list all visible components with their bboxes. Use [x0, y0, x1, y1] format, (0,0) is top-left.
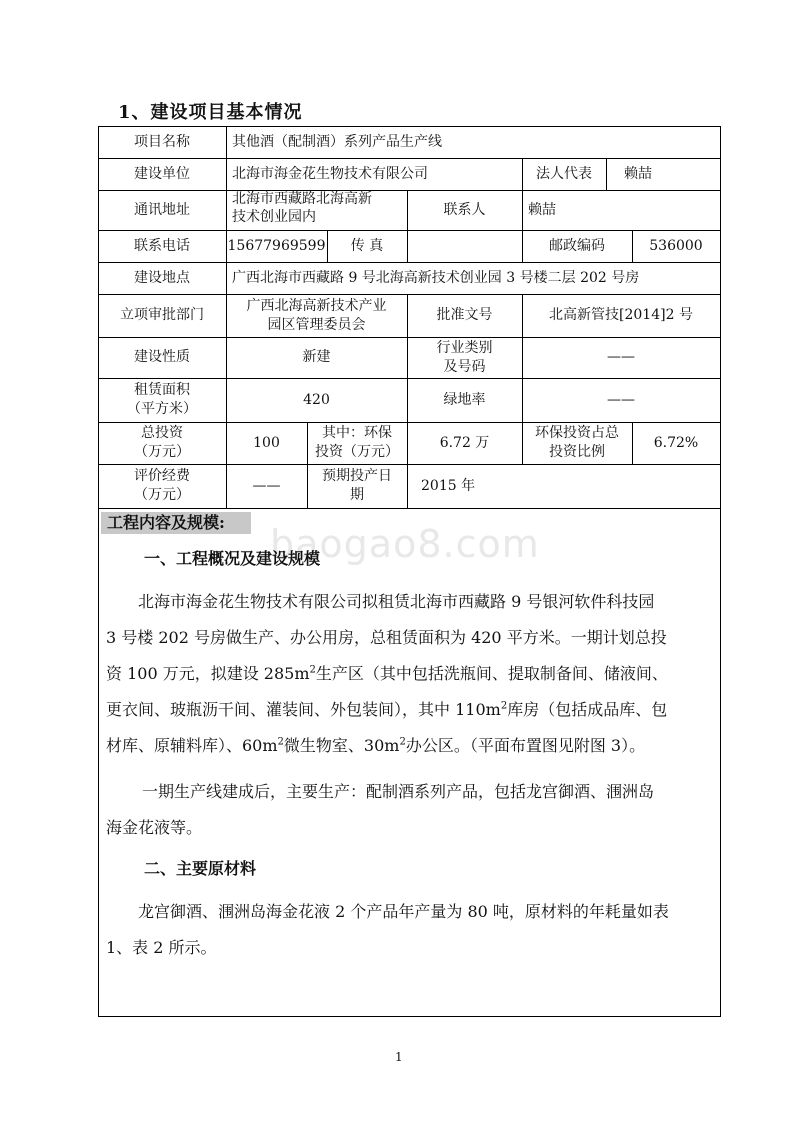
- nature-label: 建设性质: [134, 349, 190, 365]
- legal-rep: 赖喆: [624, 165, 652, 182]
- approval-dept-label: 立项审批部门: [120, 307, 204, 323]
- watermark: baogao8.com: [270, 522, 540, 566]
- phone: 15677969599: [227, 237, 326, 254]
- area-label-line-2: （平方米）: [127, 401, 197, 417]
- expected-date-label-line-2: 期: [350, 487, 364, 503]
- industry-label-line-2: 及号码: [443, 358, 486, 375]
- page-number: 1: [395, 1050, 403, 1064]
- contact-label: 联系人: [443, 201, 486, 218]
- postcode-label: 邮政编码: [549, 237, 605, 254]
- sec2-line-1: 龙宫御酒、涠洲岛海金花液 2 个产品年产量为 80 吨，原材料的年耗量如表: [138, 902, 669, 921]
- para2-line-1: 一期生产线建成后，主要生产：配制酒系列产品，包括龙宫御酒、涠洲岛: [142, 782, 655, 801]
- contact: 赖喆: [528, 201, 556, 218]
- content-label: 工程内容及规模:: [101, 512, 251, 534]
- invest-label: [98, 422, 226, 464]
- project-name-label: 项目名称: [134, 133, 190, 150]
- para1-line-3: 资 100 万元，拟建设 $285m^2$生产区（其中包括洗瓶间、提取制备间、储液间、: [106, 664, 668, 683]
- green: ——: [607, 391, 635, 408]
- address-line-1: 北海市西藏路北海高新: [232, 191, 372, 207]
- sec2-line-2: 1、表 2 所示。: [106, 938, 217, 957]
- area-label: [98, 378, 226, 422]
- env-ratio-label: [522, 422, 632, 464]
- invest-label-line-2: （万元）: [134, 444, 190, 460]
- expected-date-label-line-1: 预期投产日: [322, 468, 392, 484]
- env-ratio: 6.72%: [653, 434, 699, 451]
- env-invest: 6.72 万: [439, 434, 490, 451]
- section-1-title: 一、工程概况及建设规模: [144, 549, 321, 568]
- fax: [407, 230, 522, 262]
- unit: 北海市海金花生物技术有限公司: [232, 165, 428, 182]
- industry-label: [407, 337, 522, 378]
- para2-line-2: 海金花液等。: [106, 818, 203, 837]
- section-1-paragraph-1: [106, 584, 716, 764]
- site-label: 建设地点: [134, 269, 190, 286]
- invest-label-line-1: 总投资: [141, 425, 183, 441]
- approval-dept: [226, 294, 407, 337]
- green-label: 绿地率: [443, 391, 486, 408]
- address: [226, 190, 407, 230]
- para1-line-1: 北海市海金花生物技术有限公司拟租赁北海市西藏路 9 号银河软件科技园: [138, 592, 655, 611]
- address-label: 通讯地址: [134, 201, 190, 218]
- section-title: 1、建设项目基本情况: [118, 102, 303, 123]
- postcode: 536000: [649, 237, 703, 254]
- eval-cost-label-line-1: 评价经费: [134, 468, 190, 484]
- eval-cost-label: [98, 464, 226, 508]
- phone-label: 联系电话: [134, 237, 190, 254]
- expected-date-label: [307, 464, 407, 508]
- env-invest-label: [307, 422, 407, 464]
- eval-cost: ——: [252, 477, 281, 494]
- expected-date: 2015 年: [421, 477, 476, 494]
- area-label-line-1: 租赁面积: [134, 382, 190, 398]
- eval-cost-label-line-2: （万元）: [134, 487, 190, 503]
- industry: ——: [607, 349, 635, 365]
- para1-line-2: 3 号楼 202 号房做生产、办公用房，总租赁面积为 420 平方米。一期计划总投: [106, 628, 667, 647]
- industry-label-line-1: 行业类别: [436, 339, 493, 356]
- address-line-2: 技术创业园内: [232, 209, 316, 225]
- approval-no-label: 批准文号: [436, 307, 493, 323]
- approval-dept-line-1: 广西北海高新技术产业: [246, 297, 387, 314]
- section-1-paragraph-2: [106, 774, 716, 846]
- env-ratio-label-line-1: 环保投资占总: [535, 425, 619, 441]
- legal-rep-label: 法人代表: [536, 165, 592, 182]
- invest: 100: [253, 434, 280, 451]
- area: 420: [303, 391, 330, 408]
- section-2-title: 二、主要原材料: [144, 859, 257, 878]
- project-name: 其他酒（配制酒）系列产品生产线: [232, 133, 442, 150]
- env-invest-label-line-1: 其中：环保: [322, 425, 392, 441]
- env-invest-label-line-2: 投资（万元）: [315, 444, 399, 460]
- section-2-paragraph: [106, 894, 716, 966]
- para1-line-4: 更衣间、玻瓶沥干间、灌装间、外包装间），其中 $110m^2$库房（包括成品库、包: [106, 700, 668, 719]
- fax-label: 传 真: [350, 237, 384, 254]
- nature: 新建: [302, 349, 331, 365]
- approval-no: 北高新管技[2014]2 号: [549, 307, 693, 323]
- site: 广西北海市西藏路 9 号北海高新技术创业园 3 号楼二层 202 号房: [232, 269, 640, 286]
- para1-line-5: 材库、原辅料库）、$60m^2$微生物室、$30m^2$办公区。（平面布置图见附图 3）。: [106, 736, 646, 755]
- approval-dept-line-2: 园区管理委员会: [267, 316, 366, 333]
- unit-label: 建设单位: [134, 165, 190, 182]
- env-ratio-label-line-2: 投资比例: [549, 444, 605, 460]
